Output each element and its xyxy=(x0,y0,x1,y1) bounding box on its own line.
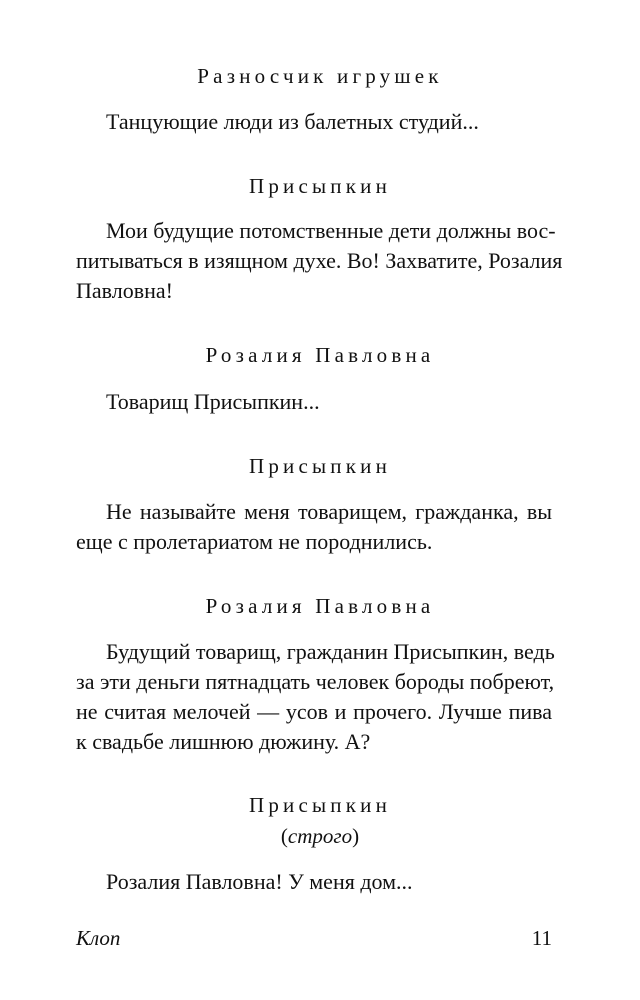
text-line: Розалия Павловна! У меня дом... xyxy=(106,869,413,894)
page-number: 11 xyxy=(531,926,552,950)
stage-direction-close: ) xyxy=(352,824,360,848)
text-line: к свадьбе лишнюю дюжину. А? xyxy=(76,729,371,754)
stage-direction xyxy=(0,826,640,847)
speaker-name: Розалия Павловна xyxy=(205,594,435,618)
text-line: не считая мелочей — усов и прочего. Лучше пива xyxy=(76,699,552,724)
text-line: Товарищ Присыпкин... xyxy=(106,389,320,414)
speaker-name: Присыпкин xyxy=(248,454,392,478)
stage-direction-open: ( xyxy=(280,824,288,848)
speech-paragraph xyxy=(76,387,552,417)
speaker-name: Разносчик игрушек xyxy=(197,64,443,88)
text-line: Мои будущие потомственные дети должны вос- xyxy=(106,218,556,243)
speaker-name: Присыпкин xyxy=(248,174,392,198)
running-title: Клоп xyxy=(76,926,121,950)
text-line: за эти деньги пятнадцать человек бороды побреют, xyxy=(76,669,555,694)
text-line: еще с пролетариатом не породнились. xyxy=(76,529,433,554)
speaker-name: Розалия Павловна xyxy=(205,343,435,367)
speech-paragraph xyxy=(76,216,563,306)
speech-paragraph xyxy=(76,637,555,757)
text-line: Не называйте меня товарищем, гражданка, вы xyxy=(106,499,552,524)
stage-direction-text: строго xyxy=(287,824,353,848)
text-line: питываться в изящном духе. Во! Захватите, Розалия xyxy=(76,248,563,273)
speech-paragraph xyxy=(76,867,552,897)
speech-paragraph xyxy=(76,107,552,137)
text-line: Павловна! xyxy=(76,278,173,303)
text-line: Будущий товарищ, гражданин Присыпкин, ведь xyxy=(106,639,555,664)
text-line: Танцующие люди из балетных студий... xyxy=(106,109,479,134)
speaker-name: Присыпкин xyxy=(248,793,392,817)
speech-paragraph xyxy=(76,497,552,557)
